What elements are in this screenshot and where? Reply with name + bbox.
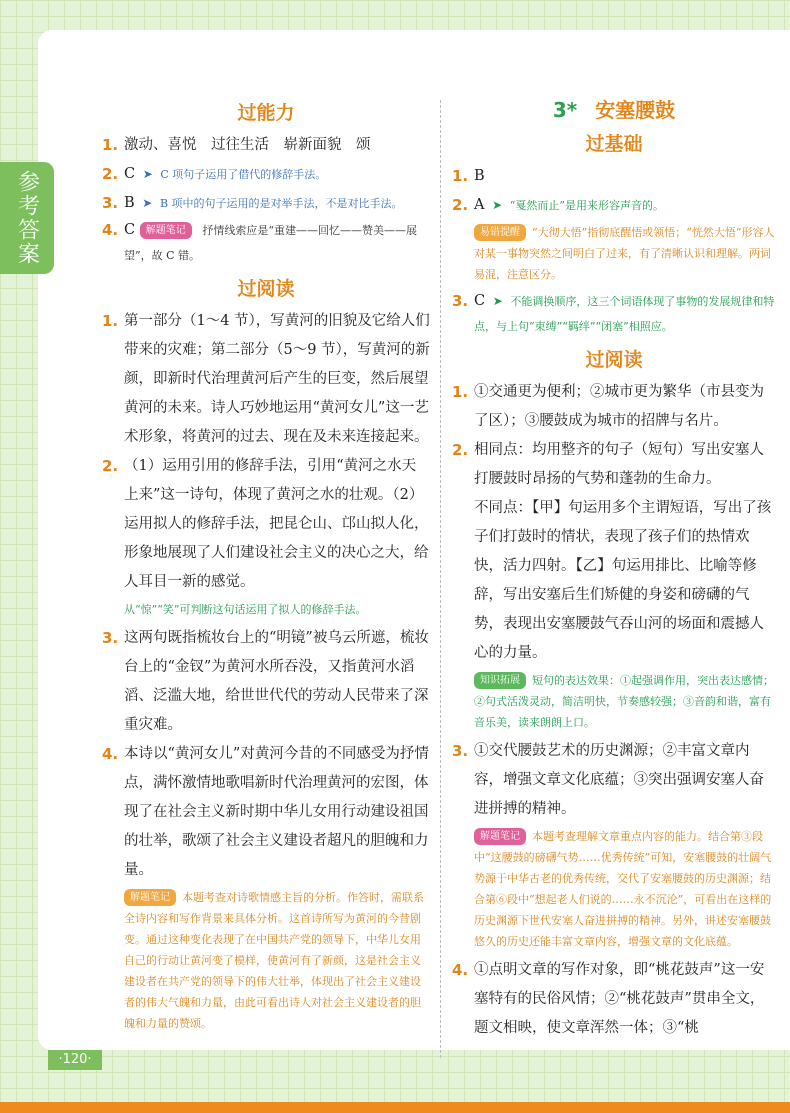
- answer-note: B 项中的句子运用的是对举手法，不是对比手法。: [159, 197, 403, 210]
- knowledge-badge: 知识拓展: [474, 672, 526, 689]
- chapter-title: 3* 安塞腰鼓: [552, 98, 676, 122]
- answer-text: A: [474, 197, 485, 213]
- answer-text: C: [474, 293, 486, 309]
- answer-item: 1. 第一部分（1～4 节），写黄河的旧貌及它给人们带来的灾难；第二部分（5～9 节），写黄河的新颜，即新时代治理黄河后产生的巨变，然后展望黄河的未来。诗人巧妙地运用“黄河女儿”这一艺术形象，将黄河的过去、现在及未来连接起来。: [102, 312, 430, 445]
- tip-note: 易错提醒 “大彻大悟”指彻底醒悟或领悟；“恍然大悟”形容人对某一事物突然之间明白了过来，有了清晰认识和理解。两词易混，注意区分。: [474, 226, 775, 281]
- answer-item: 3. ①交代腰鼓艺术的历史渊源；②丰富文章内容，增强文章文化底蕴；③突出强调安塞人奋进拼搏的精神。: [452, 742, 764, 817]
- answer-text: 相同点：均用整齐的句子（短句）写出安塞人打腰鼓时昂扬的气势和蓬勃的生命力。: [474, 442, 764, 487]
- arrow-icon: ➤: [492, 294, 503, 308]
- answer-item: 2. （1）运用引用的修辞手法，引用“黄河之水天上来”这一诗句，体现了黄河之水的壮观。（2）运用拟人的修辞手法，把昆仑山、邙山拟人化，形象地展现了人们建设社会主义的决心之大，给人耳目一新的感觉。: [102, 457, 429, 590]
- section-title: 过基础: [585, 133, 643, 155]
- knowledge-note: 知识拓展 短句的表达效果：①起强调作用，突出表达感情；②句式活泼灵动，简洁明快，节奏感较强；③音韵和谐，富有音乐美，读来朗朗上口。: [474, 674, 774, 729]
- solution-badge: 解题笔记: [124, 889, 176, 906]
- right-column: [452, 92, 776, 1043]
- answer-text: C: [124, 222, 136, 238]
- answer-item: 3. B ➤ B 项中的句子运用的是对举手法，不是对比手法。: [102, 194, 403, 212]
- section-title: 过阅读: [585, 349, 643, 371]
- answer-text: （1）运用引用的修辞手法，引用“黄河之水天上来”这一诗句，体现了黄河之水的壮观。（2）运用拟人的修辞手法，把昆仑山、邙山拟人化，形象地展现了人们建设社会主义的决心之大，给人耳目一新的感觉。: [124, 458, 429, 590]
- solution-badge: 解题笔记: [140, 222, 192, 239]
- answer-item: 4. 本诗以“黄河女儿”对黄河今昔的不同感受为抒情点，满怀激情地歌唱新时代治理黄河的宏图，体现了在社会主义新时期中华儿女用行动建设祖国的壮举，歌颂了社会主义建设者超凡的胆魄和力量。: [102, 745, 429, 878]
- arrow-icon: ➤: [492, 198, 503, 212]
- answer-text: B: [474, 168, 485, 184]
- section-title: 过阅读: [237, 278, 295, 300]
- bottom-bar: [0, 1102, 790, 1113]
- answer-text: B: [124, 195, 135, 211]
- solution-note: 解题笔记 本题考查对诗歌情感主旨的分析。作答时，需联系全诗内容和写作背景来具体分析。这首诗所写为黄河的今昔剧变。通过这种变化表现了在中国共产党的领导下，中华儿女用自己的行动让黄河变了模样，使黄河有了新颜，这是社会主义建设者在共产党的领导下的伟大壮举，体现出了社会主义建设者的伟大气魄和力量，由此可看出诗人对社会主义建设者的胆魄和力量的赞颂。: [124, 891, 424, 1030]
- side-tab-answers: 参考答案: [0, 162, 54, 274]
- answer-item: 4. C 解题笔记 抒情线索应是“重建——回忆——赞美——展望”，故 C 错。: [102, 221, 417, 262]
- answer-text: 第一部分（1～4 节），写黄河的旧貌及它给人们带来的灾难；第二部分（5～9 节），写黄河的新颜，即新时代治理黄河后产生的巨变，然后展望黄河的未来。诗人巧妙地运用“黄河女儿”这一艺术形象，将黄河的过去、现在及未来连接起来。: [124, 313, 430, 445]
- page-number: ·120·: [48, 1050, 102, 1070]
- left-column: [102, 92, 430, 1038]
- answer-text: ①点明文章的写作对象，即“桃花鼓声”这一安塞特有的民俗风情；②“桃花鼓声”贯串全文，题文相映，使文章浑然一体；③“桃: [474, 962, 765, 1036]
- answer-item: 3. C ➤ 不能调换顺序，这三个词语体现了事物的发展规律和特点，与上句“束缚”“羁绊”“闭塞”相照应。: [452, 292, 775, 333]
- answer-text: 不同点：【甲】句运用多个主谓短语，写出了孩子们打鼓时的情状，表现了孩子们的热情欢快，活力四射。【乙】句运用排比、比喻等修辞，写出安塞后生们矫健的身姿和磅礴的气势，表现出安塞腰鼓气吞山河的场面和震撼人心的力量。: [474, 500, 772, 661]
- answer-text: 本诗以“黄河女儿”对黄河今昔的不同感受为抒情点，满怀激情地歌唱新时代治理黄河的宏图，体现了在社会主义新时期中华儿女用行动建设祖国的壮举，歌颂了社会主义建设者超凡的胆魄和力量。: [124, 746, 429, 878]
- solution-note: 解题笔记 本题考查理解文章重点内容的能力。结合第③段中“这腰鼓的磅礴气势……优秀传统”可知，安塞腰鼓的壮阔气势源于中华古老的优秀传统，交代了安塞腰鼓的历史渊源；结合第⑥段中“想起老人们说的……永不沉沦”，可看出在这样的历史渊源下世代安塞人奋进拼搏的精神。另外，讲述安塞腰鼓悠久的历史还能丰富文章内容，增强文章的文化底蕴。: [474, 830, 772, 948]
- answer-item: 1. B: [452, 167, 485, 185]
- answer-text: ①交通更为便利；②城市更为繁华（市县变为了区）；③腰鼓成为城市的招牌与名片。: [474, 384, 764, 429]
- answer-item: 1. ①交通更为便利；②城市更为繁华（市县变为了区）；③腰鼓成为城市的招牌与名片。: [452, 383, 764, 429]
- answer-item: 2. C ➤ C 项句子运用了借代的修辞手法。: [102, 165, 327, 183]
- answer-text: ①交代腰鼓艺术的历史渊源；②丰富文章内容，增强文章文化底蕴；③突出强调安塞人奋进拼搏的精神。: [474, 743, 764, 817]
- answer-note: 从“惊”“笑”可判断这句话运用了拟人的修辞手法。: [124, 603, 367, 616]
- page-sheet: [38, 30, 790, 1050]
- answer-note: C 项句子运用了借代的修辞手法。: [160, 168, 327, 181]
- answer-note: “戛然而止”是用来形容声音的。: [509, 199, 665, 212]
- column-divider: [440, 100, 441, 1058]
- answer-text: 这两句既指梳妆台上的“明镜”被乌云所遮，梳妆台上的“金钗”为黄河水所吞没，又指黄河水滔滔、泛滥大地，给世世代代的劳动人民带来了深重灾难。: [124, 630, 429, 733]
- answer-item: 4. ①点明文章的写作对象，即“桃花鼓声”这一安塞特有的民俗风情；②“桃花鼓声”贯串全文，题文相映，使文章浑然一体；③“桃: [452, 961, 765, 1036]
- answer-note: 抒情线索应是“重建——回忆——赞美——展望”，故 C 错。: [124, 224, 417, 262]
- arrow-icon: ➤: [142, 167, 153, 181]
- solution-badge: 解题笔记: [474, 828, 526, 845]
- answer-item: 2. 相同点：均用整齐的句子（短句）写出安塞人打腰鼓时昂扬的气势和蓬勃的生命力。 不同点：【甲】句运用多个主谓短语，写出了孩子们打鼓时的情状，表现了孩子们的热情欢快，活力四射。【乙】句运用排比、比喻等修辞，写出安塞后生们矫健的身姿和磅礴的气势，表现出安塞腰鼓气吞山河的场面和震撼人心的力量。: [452, 436, 776, 668]
- arrow-icon: ➤: [142, 196, 153, 210]
- answer-text: C: [124, 166, 136, 182]
- tip-badge: 易错提醒: [474, 224, 526, 241]
- section-title: 过能力: [237, 102, 295, 124]
- answer-item: 2. A ➤ “戛然而止”是用来形容声音的。: [452, 196, 665, 214]
- answer-note: 不能调换顺序，这三个词语体现了事物的发展规律和特点，与上句“束缚”“羁绊”“闭塞”相照应。: [474, 295, 775, 333]
- answer-item: 1. 激动、喜悦 过往生活 崭新面貌 颂: [102, 136, 371, 154]
- answer-item: 3. 这两句既指梳妆台上的“明镜”被乌云所遮，梳妆台上的“金钗”为黄河水所吞没，又指黄河水滔滔、泛滥大地，给世世代代的劳动人民带来了深重灾难。: [102, 629, 429, 733]
- answer-text: 激动、喜悦 过往生活 崭新面貌 颂: [124, 137, 371, 153]
